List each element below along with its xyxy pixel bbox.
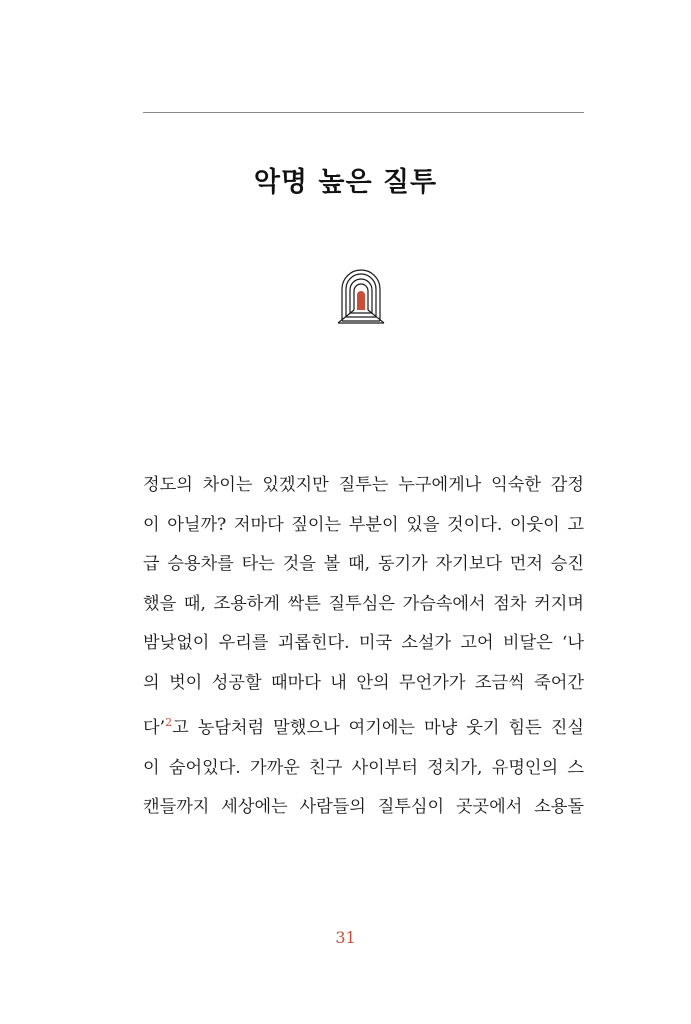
body-line: 이 숨어있다. 가까운 친구 사이부터 정치가, 유명인의 스 — [143, 757, 584, 778]
body-line: 했을 때, 조용하게 싹튼 질투심은 가슴속에서 점차 커지며 — [143, 593, 584, 614]
footnote-line-after: 고 농담처럼 말했으나 여기에는 마냥 웃기 힘든 진실 — [172, 718, 584, 738]
top-rule — [143, 112, 584, 113]
body-line: 캔들까지 세상에는 사람들의 질투심이 곳곳에서 소용돌 — [143, 797, 584, 817]
body-line-with-footnote — [143, 703, 584, 749]
footnote-marker[interactable]: 2 — [165, 716, 173, 729]
body-line: 정도의 차이는 있겠지만 질투는 누구에게나 익숙한 감정 — [143, 475, 584, 495]
body-line: 의 벗이 성공할 때마다 내 안의 무언가가 조금씩 죽어간 — [143, 672, 584, 693]
chapter-title: 악명 높은 질투 — [253, 167, 438, 198]
arch-tunnel-icon — [336, 264, 386, 324]
footnote-line-before: 다’ — [143, 718, 166, 738]
page-number: 31 — [335, 928, 356, 947]
body-line: 급 승용차를 타는 것을 볼 때, 동기가 자기보다 먼저 승진 — [143, 554, 584, 574]
body-line: 밤낮없이 우리를 괴롭힌다. 미국 소설가 고어 비달은 ‘나 — [143, 633, 584, 653]
body-paragraph — [143, 466, 584, 828]
body-line: 이 아닐까? 저마다 짚이는 부분이 있을 것이다. 이웃이 고 — [143, 514, 584, 535]
